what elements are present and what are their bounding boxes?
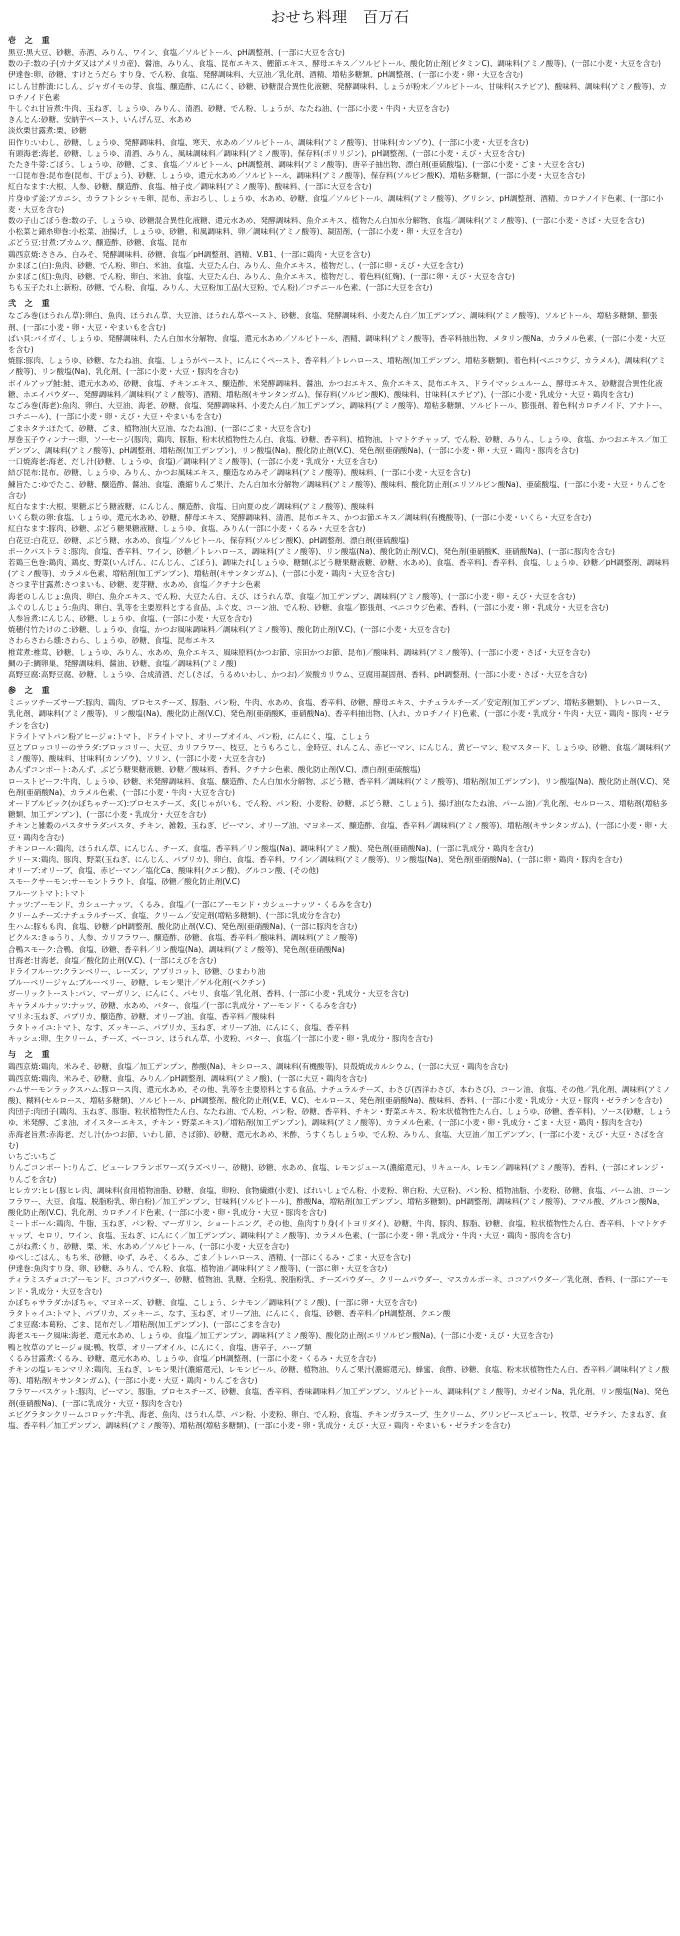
ingredient-entry: ドライフルーツ:クランベリー、レーズン、アプリコット、砂糖、ひまわり油 bbox=[8, 967, 266, 977]
ingredient-entry: かまぼこ(白):魚肉、砂糖、でん粉、卵白、米油、食塩、大豆たん白、みりん、魚介エキス、植物だし、(一部に卵・えび・大豆を含む) bbox=[8, 260, 464, 270]
ingredient-entry: 甘海老:甘海老、食塩／酸化防止剤(V.C)、(一部にえびを含む) bbox=[8, 955, 217, 965]
ingredient-entry: スモークサーモン:サーモントラウト、食塩、砂糖／酸化防止剤(V.C) bbox=[8, 877, 241, 887]
section-4 bbox=[8, 1049, 672, 1431]
section-heading: 弐 之 重 bbox=[8, 299, 53, 309]
ingredient-entry: いくら麩の卵:食塩、しょうゆ、還元水あめ、砂糖、酵母エキス、発酵調味料、清酒、昆布エキス、かつお節エキス／調味料(有機酸等)、(一部に小麦・いくら・大豆を含む) bbox=[8, 513, 592, 523]
ingredient-entry: 紅白なます:豚肉、砂糖、ぶどう糖果糖液糖、しょうゆ、食塩、みりん(一部に小麦・くるみ・大豆を含む) bbox=[8, 524, 366, 534]
section-heading: 与 之 重 bbox=[8, 1050, 53, 1060]
section-heading: 壱 之 重 bbox=[8, 36, 53, 45]
ingredient-entry: ばい貝:バイガイ、しょうゆ、発酵調味料、たん白加水分解物、食塩、還元水あめ／ソルビトール、酒精、調味料(アミノ酸等)、香辛料抽出物、メタリン酸Na、カラメル色素、(一部に小麦・大豆を含む) bbox=[8, 333, 666, 355]
ingredient-entry: かまぼこ(紅):魚肉、砂糖、でん粉、卵白、米油、食塩、大豆たん白、みりん、魚介エキス、植物だし、着色料(紅麹)、(一部に卵・えび・大豆を含む) bbox=[8, 272, 515, 282]
ingredient-entry: キャラメルナッツ:ナッツ、砂糖、水あめ、バター、食塩／(一部に乳成分・アーモンド・くるみを含む) bbox=[8, 1000, 357, 1010]
ingredient-entry: 人参旨煮:にんじん、砂糖、しょうゆ、食塩、(一部に小麦・大豆を含む) bbox=[8, 613, 253, 623]
ingredient-entry: 高野豆腐:高野豆腐、砂糖、しょうゆ、合成清酒、だし(さば、うるめいわし、かつお)／炭酸カリウム、豆腐用凝固剤、香料、pH調整剤、(一部に小麦・さば・大豆を含む) bbox=[8, 669, 588, 679]
ingredient-entry: 紅白なます:大根、果糖ぶどう糖液糖、にんじん、醸造酢、食塩、日向夏の皮／調味料(アミノ酸等)、酸味料 bbox=[8, 501, 374, 511]
ingredient-entry: ちも玉子たれ上:新粉、砂糖、でん粉、食塩、みりん、大豆粉加工品(大豆粉、でん粉)／コチニール色素、(一部に大豆を含む) bbox=[8, 283, 433, 293]
ingredient-entry: 伊達巻:卵、砂糖、すけとうだら すり身、でん粉、食塩、発酵調味料、大豆油／乳化剤、酒精、増粘多糖類、pH調整剤、(一部に小麦・卵・大豆を含む) bbox=[8, 70, 524, 80]
ingredient-entry: 数の子山ごぼう巻:数の子、しょうゆ、砂糖混合異性化液糖、還元水あめ、発酵調味料、魚介エキス、植物たん白加水分解物、食塩／調味料(アミノ酸等)、(一部に小麦・さば・大豆を含む) bbox=[8, 216, 645, 226]
section-1 bbox=[8, 35, 672, 293]
ingredient-entry: ドライトマトパン粉アヒージョ:トマト、ドライトマト、オリーブオイル、パン粉、にんにく、塩、こしょう bbox=[8, 731, 371, 741]
ingredient-entry: 数の子:数の子(カナダ又はアメリカ産)、醤油、みりん、食塩、昆布エキス、鰹節エキス、酵母エキス／ソルビトール、酸化防止剤(ビタミンC)、調味料(アミノ酸等)、(一部に小麦・大豆を含む) bbox=[8, 59, 662, 69]
ingredient-entry: 鯛の子:鯛卵巣、発酵調味料、醤油、砂糖、食塩／調味料(アミノ酸) bbox=[8, 658, 237, 668]
ingredient-entry: 伊達巻:魚肉すり身、卵、砂糖、みりん、でん粉、食塩、植物油／調味料(アミノ酸等)、(一部に卵・大豆を含む) bbox=[8, 1264, 388, 1274]
sections-container bbox=[8, 35, 672, 1431]
ingredient-entry: ふぐのしんじょう:魚肉、卵白、乳等を主要原料とする食品、ふぐ皮、コーン油、でん粉、砂糖、食塩／膨張剤、ベニコウジ色素、香料、(一部に小麦・卵・乳成分・大豆を含む) bbox=[8, 602, 609, 612]
section-3 bbox=[8, 685, 672, 1044]
ingredient-entry: ナッツ:アーモンド、カシューナッツ、くるみ、食塩／(一部にアーモンド・カシューナッツ・くるみを含む) bbox=[8, 899, 372, 909]
ingredient-entry: 厚巻玉子ウィンナー:卵、ソーセージ(豚肉、鶏肉、豚脂、粉末状植物性たん白、食塩、砂糖、香辛料)、植物油、トマトケチャップ、でん粉、砂糖、みりん、しょうゆ、食塩、かつおエキス／加工デンプン、調味料(アミノ酸等)、pH調整剤、増粘剤(加工デンプン)、リン酸塩(Na)、酸化防止剤(V.C)、発色剤(亜硝酸Na)、(一部に小麦・卵・大豆・鶏肉・豚肉を含む) bbox=[8, 434, 668, 455]
ingredient-entry: 一口焼海老:海老、だし汁(砂糖、しょうゆ、食塩)／調味料(アミノ酸等)、(一部に小麦・乳成分・大豆を含む) bbox=[8, 457, 378, 467]
ingredient-entry: オリーブ:オリーブ、食塩、赤ピーマン／塩化Ca、酸味料(クエン酸)、グルコン酸、(その他) bbox=[8, 866, 319, 876]
ingredient-entry: 海老スモーク風味:海老、還元水あめ、しょうゆ、食塩／加工デンプン、調味料(アミノ酸等)、酸化防止剤(エリソルビン酸Na)、(一部に小麦・えび・大豆を含む) bbox=[8, 1331, 554, 1341]
ingredient-entry: さわらさわら燻:さわら、しょうゆ、砂糖、食塩、昆布エキス bbox=[8, 636, 216, 646]
ingredient-entry: ごまホタテ:ほたて、砂糖、ごま、植物油(大豆油、なたね油)、(一部にごま・大豆を含む) bbox=[8, 423, 311, 433]
ingredient-entry: こがね煮:くり、砂糖、栗、米、水あめ／ソルビトール、(一部に小麦・大豆を含む) bbox=[8, 1241, 290, 1251]
ingredient-entry: 鰊旨たこ:ゆでたこ、砂糖、醸造酢、醤油、食塩、濃縮りんご果汁、たん白加水分解物／調味料(アミノ酸等)、酸味料、酸化防止剤(エリソルビン酸Na)、亜硫酸塩、(一部に小麦・大豆・りんごを含む) bbox=[8, 479, 666, 500]
ingredient-entry: いちご:いちご bbox=[8, 1152, 57, 1162]
ingredient-entry: 白花豆:白花豆、砂糖、ぶどう糖、水あめ、食塩／ソルビトール、保存料(ソルビン酸K)、pH調整剤、漂白剤(亜硫酸塩) bbox=[8, 535, 409, 545]
ingredient-entry: ハムサーモンラックスハム:豚ロース肉、還元水あめ、その他、乳等を主要原料とする食品、ナチュラルチーズ、わさび(西洋わさび、本わさび)、コーン油、食塩、その他／乳化剤、調味料(アミノ酸)、糊料(セルロース、増粘多糖類)、ソルビトール、pH調整剤、酸化防止剤(V.E、V.C)、セルロース、発色剤(亜硝酸Na)、酸味料、香料、(一部に小麦・乳成分・大豆・豚肉・ゼラチンを含む) bbox=[8, 1084, 671, 1106]
ingredient-entry: 鶏西京焼:鶏肉、米みそ、砂糖、食塩／加工デンプン、酢酸(Na)、キシロース、調味料(有機酸等)、貝殻焼成カルシウム、(一部に大豆・鶏肉を含む) bbox=[8, 1062, 508, 1072]
ingredient-entry: なごみ巻(海老):魚肉、卵白、大豆油、海老、砂糖、食塩、発酵調味料、小麦たん白／加工デンプン、調味料(アミノ酸等)、増粘多糖類、ソルビトール、膨張剤、着色料(カロチノイド、アナトー、コチニール)、(一部に小麦・卵・えび・大豆・やまいもを含む) bbox=[8, 401, 667, 422]
ingredient-entry: 黒豆:黒大豆、砂糖、赤酒、みりん、ワイン、食塩／ソルビトール、pH調整剤、(一部に大豆を含む) bbox=[8, 48, 345, 57]
ingredient-entry: 有頭海老:海老、砂糖、しょうゆ、清酒、みりん、風味調味料／調味料(アミノ酸等)、保存料(ポリリジン)、pH調整剤、(一部に小麦・えび・大豆を含む) bbox=[8, 148, 525, 158]
ingredient-entry: 鶏西京焼:ささみ、白みそ、発酵調味料、砂糖、食塩／pH調整剤、酒精、V.B1、(一部に鶏肉・大豆を含む) bbox=[8, 249, 371, 259]
ingredient-entry: 椎茸煮:椎茸、砂糖、しょうゆ、みりん、水あめ、魚介エキス、風味原料(かつお節、宗田かつお節、昆布)／酸味料、調味料(アミノ酸等)、(一部に小麦・さば・大豆を含む) bbox=[8, 647, 591, 657]
ingredient-entry: ミニッツチーズサーブ:豚肉、鶏肉、プロセスチーズ、豚脂、パン粉、牛肉、水あめ、食塩、香辛料、砂糖、酵母エキス、ナチュラルチーズ／安定剤(加工デンプン、増粘多糖類)、トレハロース、乳化剤、調味料(アミノ酸等)、リン酸塩(Na)、酸化防止剤(V.C)、発色剤(亜硝酸K、亜硝酸Na)、香辛料抽出物、(入れ、カロチノイド)色素、(一部に小麦・乳成分・牛肉・大豆・鶏肉・豚肉・ゼラチンを含む) bbox=[8, 698, 670, 730]
ingredient-entry: チキンの塩レモンマリネ:鶏肉、玉ねぎ、レモン果汁(濃縮還元)、レモンピール、砂糖、植物油、りんご果汁(濃縮還元)、蜂蜜、食酢、砂糖、食塩、粉末状植物性たん白、香辛料／調味料(アミノ酸等)、増粘剤(キサンタンガム)、(一部に小麦・大豆・鶏肉・りんごを含む) bbox=[8, 1364, 670, 1386]
ingredient-entry: 牛しぐれ甘旨煮:牛肉、玉ねぎ、しょうゆ、みりん、清酒、砂糖、でん粉、しょうが、なたね油、(一部に小麦・牛肉・大豆を含む) bbox=[8, 104, 450, 114]
ingredient-entry: ぶどう豆:甘煮:ブカムツ、醸造酢、砂糖、食塩、昆布 bbox=[8, 238, 188, 248]
ingredient-entry: クリームチーズ:ナチュラルチーズ、食塩、クリーム／安定剤(増粘多糖類)、(一部に乳成分を含む) bbox=[8, 911, 341, 921]
ingredient-entry: 鶏西京焼:鶏肉、米みそ、砂糖、食塩、みりん／pH調整剤、調味料(アミノ酸)、(一部に大豆・鶏肉を含む) bbox=[8, 1073, 367, 1083]
ingredient-entry: にしん甘酢漬:にしん、ジャガイモの芽、食塩、醸造酢、にんにく、砂糖、砂糖混合異性化液糖、発酵調味料、しょうが粉末／ソルビトール、甘味料(ステビア)、酸味料、調味料(アミノ酸等)、カロチノイド色素 bbox=[8, 81, 667, 102]
ingredient-entry: あんずコンポート:あんず、ぶどう糖果糖液糖、砂糖／酸味料、香料、クチナシ色素、酸化防止剤(V.C)、漂白剤(亜硫酸塩) bbox=[8, 765, 421, 775]
ingredient-entry: オードブルピック(かぼちゃチーズ):プロセスチーズ、炙(じゃがいも、でん粉、パン粉、小麦粉、砂糖、ぶどう糖、こしょう)、揚げ油(なたね油、パーム油)／乳化剤、セルロース、増粘剤(増粘多糖類、加工デンプン)、(一部に小麦・乳成分・大豆を含む) bbox=[8, 799, 668, 820]
ingredient-entry: ヒレカツ:ヒレ(豚ヒレ肉、調味料(食用植物油脂、砂糖、食塩、卵粉、食物繊維(小麦)、ばれいしょでん粉、小麦粉、卵白粉、大豆粉)、パン粉、植物油脂、小麦粉、砂糖、食塩、パーム油、コーンフラワー、大豆、食塩、脱脂粉乳、卵白粉)／加工デンプン、甘味料(ソルビトール)、酢酸Na、増粘剤(加工デンプン、増粘多糖類)、pH調整剤、調味料(アミノ酸等)、フマル酸、グルコン酸Na、酸化防止剤(V.C)、乳化剤、カロチノイド色素、(一部に小麦・卵・乳成分・大豆・豚肉を含む) bbox=[8, 1185, 671, 1218]
ingredient-entry: 合鴨スモーク:合鴨、食塩、砂糖、香辛料／リン酸塩(Na)、調味料(アミノ酸等)、発色剤(亜硝酸Na) bbox=[8, 944, 345, 954]
section-heading: 参 之 重 bbox=[8, 686, 53, 696]
ingredient-entry: ブルーベリージャム:ブルーベリー、砂糖、レモン果汁／ゲル化剤(ペクチン) bbox=[8, 978, 266, 988]
ingredient-entry: 肉団子:肉団子(鶏肉、玉ねぎ、豚脂、粒状植物性たん白、なたね油、でん粉、パン粉、砂糖、香辛料、チキン・野菜エキス、粉末状植物性たん白、しょうゆ、砂糖、香辛料)、ソース(砂糖、しょうゆ、米発酵、ごま油、オイスターエキス、チキン・野菜エキス)／増粘剤(加工デンプン)、調味料(アミノ酸等)、カラメル色素、(一部に小麦・卵・乳成分・ごま・大豆・鶏肉・豚肉を含む) bbox=[8, 1107, 672, 1128]
ingredient-entry: 結び昆布:昆布、砂糖、しょうゆ、みりん、かつお風味エキス、醸造なめみそ／調味料(アミノ酸等)、酸味料、(一部に小麦・大豆を含む) bbox=[8, 468, 471, 478]
ingredient-entry: テリーヌ:鶏肉、豚肉、野菜(玉ねぎ、にんじん、パプリカ)、卵白、食塩、香辛料、ワイン／調味料(アミノ酸等)、リン酸塩(Na)、発色剤(亜硝酸Na)、(一部に卵・鶏肉・豚肉を含む) bbox=[8, 855, 623, 865]
ingredient-entry: 紅白なます:大根、人参、砂糖、醸造酢、食塩、柚子皮／調味料(アミノ酸等)、酸味料、(一部に大豆を含む) bbox=[8, 182, 372, 192]
ingredient-entry: たたき牛蒡:ごぼう、しょうゆ、砂糖、ごま、食塩／ソルビトール、pH調整剤、調味料(アミノ酸等)、唐辛子抽出物、漂白剤(亜硫酸塩)、(一部に小麦・ごま・大豆を含む) bbox=[8, 160, 585, 170]
ingredient-entry: ローストビーフ:牛肉、しょうゆ、砂糖、米発酵調味料、食塩、醸造酢、たん白加水分解物、ぶどう糖、香辛料／調味料(アミノ酸等)、増粘剤(加工デンプン)、リン酸塩(Na)、酸化防止剤(V.C)、発色剤(亜硝酸Na)、カラメル色素、(一部に小麦・牛肉・大豆を含む) bbox=[8, 776, 670, 797]
ingredient-entry: チキンロール:鶏肉、ほうれん草、にんじん、チーズ、食塩、香辛料／リン酸塩(Na)、調味料(アミノ酸)、発色剤(亜硝酸Na)、(一部に乳成分・鶏肉を含む) bbox=[8, 843, 534, 853]
ingredient-entry: 豆とブロッコリーのサラダ:ブロッコリー、大豆、カリフラワー、枝豆、とうもろこし、金時豆、れんこん、赤ピーマン、にんじん、黄ピーマン、粒マスタード、しょうゆ、砂糖、食塩／調味料(アミノ酸等)、酸味料、甘味料(カンゾウ)、ソリン、(一部に小麦・大豆を含む) bbox=[8, 742, 672, 764]
ingredient-list bbox=[8, 47, 672, 293]
ingredient-entry: ラタトゥイユ:トマト、パプリカ、ズッキーニ、なす、玉ねぎ、オリーブ油、にんにく、食塩、砂糖、香辛料／pH調整剤、クエン酸 bbox=[8, 1308, 451, 1318]
ingredient-entry: かぼちゃサラダ:かぼちゃ、マヨネーズ、砂糖、食塩、こしょう、シナモン／調味料(アミノ酸)、(一部に卵・大豆を含む) bbox=[8, 1297, 418, 1307]
ingredient-list bbox=[8, 310, 672, 680]
ingredient-entry: ミートボール:鶏肉、牛脂、玉ねぎ、パン粉、マーガリン、ショートニング、その他、魚肉すり身(イトヨリダイ)、砂糖、牛肉、豚肉、豚脂、砂糖、食塩、粒状植物性たん白、香辛料、トマトケチャップ、セロリ、ワイン、食塩、玉ねぎ、にんにく／加工デンプン、調味料(アミノ酸等)、カラメル色素、(一部に小麦・卵・乳成分・牛肉・大豆・鶏肉・豚肉を含む) bbox=[8, 1219, 667, 1240]
ingredient-entry: ボイルアップ鮭:鮭、還元水あめ、砂糖、食塩、チキンエキス、醸造酢、米発酵調味料、醤油、かつおエキス、魚介エキス、昆布エキス、ドライマッシュルーム、酵母エキス、砂糖混合異性化液糖、ホエイパウダー、発酵調味料／調味料(アミノ酸等)、酒精、増粘剤(キサンタンガム)、保存料(ソルビン酸K)、酸味料、甘味料(ステビア)、(一部に小麦・乳成分・大豆・鶏肉を含む) bbox=[8, 378, 663, 399]
ingredient-entry: ポークパストラミ:豚肉、食塩、香辛料、ワイン、砂糖／トレハロース、調味料(アミノ酸等)、リン酸塩(Na)、酸化防止剤(V.C)、発色剤(亜硝酸K、亜硝酸Na)、(一部に豚肉を含む) bbox=[8, 546, 615, 556]
ingredient-list bbox=[8, 697, 672, 1044]
ingredient-entry: ラタトゥイユ:トマト、なす、ズッキーニ、パプリカ、玉ねぎ、オリーブ油、にんにく、食塩、香辛料 bbox=[8, 1023, 350, 1033]
ingredient-entry: くるみ甘露煮:くるみ、砂糖、還元水あめ、しょうゆ、食塩／pH調整剤、(一部に小麦・くるみ・大豆を含む) bbox=[8, 1353, 377, 1363]
ingredient-list bbox=[8, 1061, 672, 1431]
section-2 bbox=[8, 298, 672, 680]
ingredient-entry: 一口昆布巻:昆布巻(昆布、干ぴょう)、砂糖、しょうゆ、還元水あめ／ソルビトール、調味料(アミノ酸等)、保存料(ソルビン酸K)、増粘多糖類、(一部に小麦・大豆を含む) bbox=[8, 171, 585, 181]
ingredient-entry: チキンと雑穀のパスタサラダ:パスタ、チキン、雑穀、玉ねぎ、ピーマン、オリーブ油、マヨネーズ、醸造酢、食塩、香辛料／調味料(アミノ酸等)、増粘剤(キサンタンガム)、(一部に小麦・卵・大豆・鶏肉を含む) bbox=[8, 821, 668, 842]
ingredient-entry: ごま豆腐:本葛粉、ごま、昆布だし／増粘剤(加工デンプン)、(一部にごまを含む) bbox=[8, 1320, 281, 1330]
ingredient-entry: 鴨と牧草のアヒージョ風:鴨、牧草、オリーブオイル、にんにく、食塩、唐辛子、ハーブ類 bbox=[8, 1342, 312, 1352]
ingredient-entry: フルーツトマト:トマト bbox=[8, 888, 86, 898]
ingredient-entry: マリネ:玉ねぎ、パプリカ、醸造酢、砂糖、オリーブ油、食塩、香辛料／酸味料 bbox=[8, 1011, 275, 1021]
ingredient-entry: 焼豚:豚肉、しょうゆ、砂糖、なたね油、食塩、しょうがペースト、にんにくペースト、香辛料／トレハロース、増粘剤(加工デンプン、増粘多糖類)、着色料(ベニコウジ、カラメル)、調味料(アミノ酸等)、リン酸塩(Na)、乳化剤、(一部に小麦・大豆・豚肉を含む) bbox=[8, 356, 666, 377]
ingredient-entry: りんごコンポート:りんご、ビューレフランボワーズ(ラズベリー、砂糖)、砂糖、水あめ、食塩、レモンジュース(濃縮還元)、リキュール、レモン／調味料(アミノ酸等)、香料、(一部にオレンジ・りんごを含む) bbox=[8, 1163, 666, 1184]
ingredient-entry: ティラミスチョコ:アーモンド、ココアパウダー、砂糖、植物油、乳糖、全粉乳、脱脂粉乳、チーズパウダー、クリームパウダー、マスカルポーネ、ココアパウダー／乳化剤、香料、(一部にアーモンド・乳成分・大豆を含む) bbox=[8, 1275, 669, 1296]
ingredient-entry: エビグラタンクリームコロッケ:牛乳、海老、魚肉、ほうれん草、パン粉、小麦粉、卵白、でん粉、食塩、チキンガラスープ、生クリーム、グリンピースピューレ、牧草、ゼラチン、たまねぎ、食塩、香辛料／加工デンプン、調味料(アミノ酸等)、増粘剤(増粘多糖類)、(一部に小麦・卵・乳成分・えび・大豆・鶏肉・やまいも・ゼラチンを含む) bbox=[8, 1409, 667, 1430]
ingredient-entry: 小松菜と錦糸卵巻:小松菜、油揚げ、しょうゆ、砂糖、和風調味料、卵／調味料(アミノ酸等)、凝固剤、(一部に小麦・卵・大豆を含む) bbox=[8, 227, 463, 237]
ingredient-entry: 焼穂付竹たけのこ:砂糖、しょうゆ、食塩、かつお風味調味料／調味料(アミノ酸等)、酸化防止剤(V.C)、(一部に小麦・大豆を含む) bbox=[8, 625, 451, 635]
page-title: おせち料理 百万石 bbox=[270, 8, 410, 26]
ingredient-entry: 生ハム:豚もも肉、食塩、砂糖／pH調整剤、酸化防止剤(V.C)、発色剤(亜硝酸Na)、(一部に豚肉を含む) bbox=[8, 922, 358, 932]
ingredient-entry: 淡炊栗甘露煮:栗、砂糖 bbox=[8, 126, 87, 136]
ingredient-entry: 片身ゆず釜:アカニシ、カラフトシシャモ卵、昆布、赤おろし、しょうゆ、水あめ、砂糖、食塩／ソルビトール、調味料(アミノ酸等)、グリシン、pH調整剤、酒精、カロテノイド色素、(一部に小麦・大豆を含む) bbox=[8, 193, 664, 214]
ingredient-entry: ゆべし:ごはん、もち米、砂糖、ゆず、みそ、くるみ、ごま／トレハロース、酒精、(一部にくるみ・ごま・大豆を含む) bbox=[8, 1252, 411, 1262]
ingredient-entry: なごみ巻(ほうれん草):卵白、魚肉、ほうれん草、大豆油、ほうれん草ペースト、砂糖、食塩、発酵調味料、小麦たん白／加工デンプン、調味料(アミノ酸等)、ソルビトール、増粘多糖類、膨張剤、(一部に小麦・卵・大豆・やまいもを含む) bbox=[8, 311, 658, 332]
ingredient-entry: 若鶏三色巻:鶏肉、鶏皮、野菜(いんげん、にんじん、ごぼう)、調味たれ[しょうゆ、糖類(ぶどう糖果糖液糖、砂糖、水あめ)、食塩、香辛料]、香辛料、食塩、しょうゆ、砂糖／pH調整剤、調味料(アミノ酸等)、カラメル色素、増粘剤(加工デンプン)、増粘剤(キサンタンガム)、(一部に小麦・鶏肉・大豆を含む) bbox=[8, 557, 670, 579]
ingredient-entry: 田作り:いわし、砂糖、しょうゆ、発酵調味料、食塩、寒天、水あめ／ソルビトール、調味料(アミノ酸等)、甘味料(カンゾウ)、(一部に小麦・大豆を含む) bbox=[8, 137, 529, 147]
ingredient-entry: 赤海老旨煮:赤海老、だし汁(かつお節、いわし節、さば節)、砂糖、還元水あめ、米酢、うすくちしょうゆ、でん粉、みりん、食塩、大豆油／加工デンプン、(一部に小麦・えび・大豆・さばを含む) bbox=[8, 1129, 664, 1150]
ingredient-entry: ガーリックトースト:パン、マーガリン、にんにく、パセリ、食塩／乳化剤、香料、(一部に小麦・乳成分・大豆を含む) bbox=[8, 989, 409, 999]
ingredient-entry: きんとん:砂糖、安納芋ペースト、いんげん豆、水あめ bbox=[8, 115, 192, 125]
ingredient-entry: 海老のしんじょ:魚肉、卵白、魚介エキス、でん粉、大豆たん白、えび、ほうれん草、食塩／加工デンプン、調味料(アミノ酸等)、(一部に小麦・卵・えび・大豆を含む) bbox=[8, 591, 576, 601]
ingredient-entry: ピクルス:きゅうり、人参、カリフラワー、醸造酢、砂糖、食塩、香辛料／酸味料、調味料(アミノ酸等) bbox=[8, 933, 358, 943]
ingredient-entry: フラワーバスケット:豚肉、ピーマン、豚脂、プロセスチーズ、砂糖、食塩、香辛料、香味調味料／加工デンプン、ソルビトール、調味料(アミノ酸等)、カゼインNa、乳化剤、リン酸塩(Na)、発色剤(亜硝酸Na)、(一部に乳成分・大豆・豚肉を含む) bbox=[8, 1387, 670, 1408]
ingredient-entry: さつま芋甘露煮:さつまいも、砂糖、麦芽糖、水あめ、食塩／クチナシ色素 bbox=[8, 580, 261, 590]
ingredient-entry: キッシュ:卵、生クリーム、チーズ、ベーコン、ほうれん草、小麦粉、バター、食塩／(一部に小麦・卵・乳成分・豚肉を含む) bbox=[8, 1034, 433, 1044]
